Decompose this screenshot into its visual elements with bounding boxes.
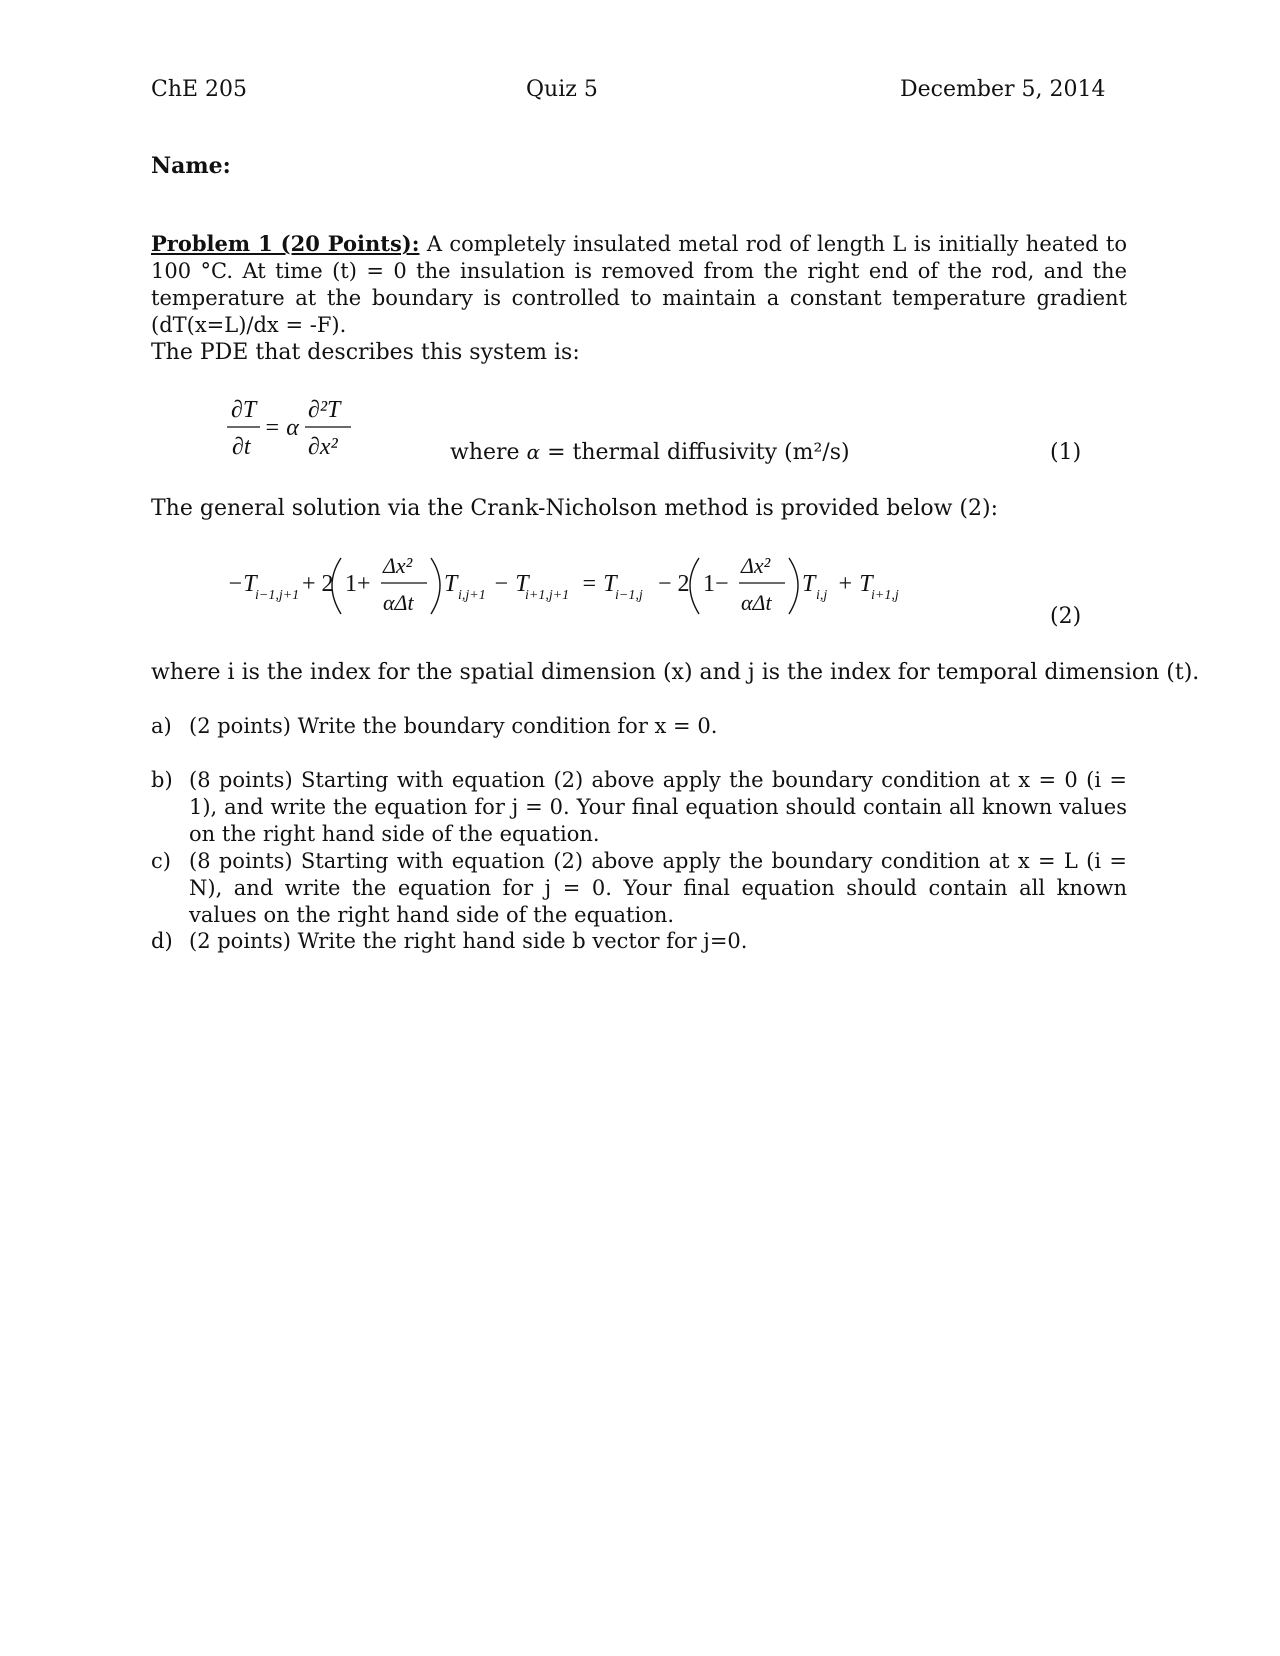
question-b-letter: b) (151, 768, 173, 792)
eq2-frac-1-denominator: αΔt (383, 590, 414, 615)
eq2-term-2: T (444, 571, 458, 597)
eq2-term-4-sub: i−1,j (615, 588, 643, 603)
pde-intro: The PDE that describes this system is: (151, 340, 580, 365)
alpha-where: where (450, 440, 527, 465)
eq2-plus-term-6: + T (837, 571, 873, 597)
eq1-equals-alpha: = α (264, 415, 299, 441)
eq2-term-3-sub: i+1,j+1 (525, 588, 570, 603)
eq2-plus-two: + 2 (302, 571, 334, 597)
eq2-one-plus: 1+ (345, 571, 371, 597)
question-d-text: (2 points) Write the right hand side b vector for j=0. (189, 929, 748, 953)
equation-2 (225, 548, 905, 622)
question-c-letter: c) (151, 849, 171, 873)
eq2-frac-2-denominator: αΔt (741, 590, 772, 615)
eq2-frac-1-numerator: Δx² (383, 553, 413, 578)
question-d-letter: d) (151, 929, 173, 953)
eq1-rhs-denominator: ∂x² (308, 434, 338, 460)
equation-1 (225, 392, 365, 466)
eq2-left-paren-2 (690, 558, 699, 614)
equation-2-number: (2) (1050, 604, 1082, 629)
question-a-text: (2 points) Write the boundary condition for x = 0. (189, 714, 718, 738)
alpha-symbol: α (526, 440, 541, 464)
eq2-one-minus: 1− (703, 571, 729, 597)
question-b-text: (8 points) Starting with equation (2) above apply the boundary condition at x = 0 (i = 1), and write the equation for j = 0. Your final equation should contain all known values on the right hand side of the equation. (189, 768, 1127, 846)
quiz-date: December 5, 2014 (900, 77, 1106, 102)
eq1-lhs-denominator: ∂t (232, 434, 251, 460)
eq2-right-paren-1 (431, 558, 440, 614)
course-code: ChE 205 (151, 77, 248, 102)
equation-1-number: (1) (1050, 440, 1082, 465)
eq2-term-6-sub: i+1,j (871, 588, 899, 603)
eq2-frac-2-numerator: Δx² (741, 553, 771, 578)
eq2-minus-term-3: − T (493, 571, 529, 597)
eq2-term-5-sub: i,j (816, 588, 828, 603)
alpha-definition (450, 440, 850, 465)
index-note: where i is the index for the spatial dimension (x) and j is the index for temporal dimension (t). (151, 660, 1200, 685)
name-label: Name: (151, 153, 231, 179)
crank-nicholson-intro: The general solution via the Crank-Nicholson method is provided below (2): (151, 496, 998, 521)
eq2-equals-term-4: = T (581, 571, 617, 597)
problem-statement (151, 230, 1127, 339)
eq1-rhs-numerator: ∂²T (308, 397, 341, 423)
problem-heading: Problem 1 (20 Points): (151, 231, 420, 256)
eq2-term-5: T (802, 571, 816, 597)
question-a-letter: a) (151, 714, 172, 738)
alpha-meaning: = thermal diffusivity (m²/s) (540, 440, 850, 465)
eq2-term-1: −T (227, 571, 257, 597)
eq1-lhs-numerator: ∂T (231, 397, 257, 423)
quiz-title: Quiz 5 (526, 77, 598, 102)
question-c-text: (8 points) Starting with equation (2) above apply the boundary condition at x = L (i = N), and write the equation for j = 0. Your final equation should contain all known values on the right hand side of the equation. (189, 849, 1127, 927)
eq2-minus-two: − 2 (658, 571, 690, 597)
eq2-term-1-sub: i−1,j+1 (255, 588, 300, 603)
eq2-right-paren-2 (789, 558, 798, 614)
eq2-term-2-sub: i,j+1 (458, 588, 486, 603)
problem-text: A completely insulated metal rod of length L is initially heated to 100 °C. At time (t) = 0 the insulation is removed from the right end of the rod, and the temperature at the boundary is controlled to maintain a constant temperature gradient (dT(x=L)/dx = -F). (151, 232, 1127, 337)
